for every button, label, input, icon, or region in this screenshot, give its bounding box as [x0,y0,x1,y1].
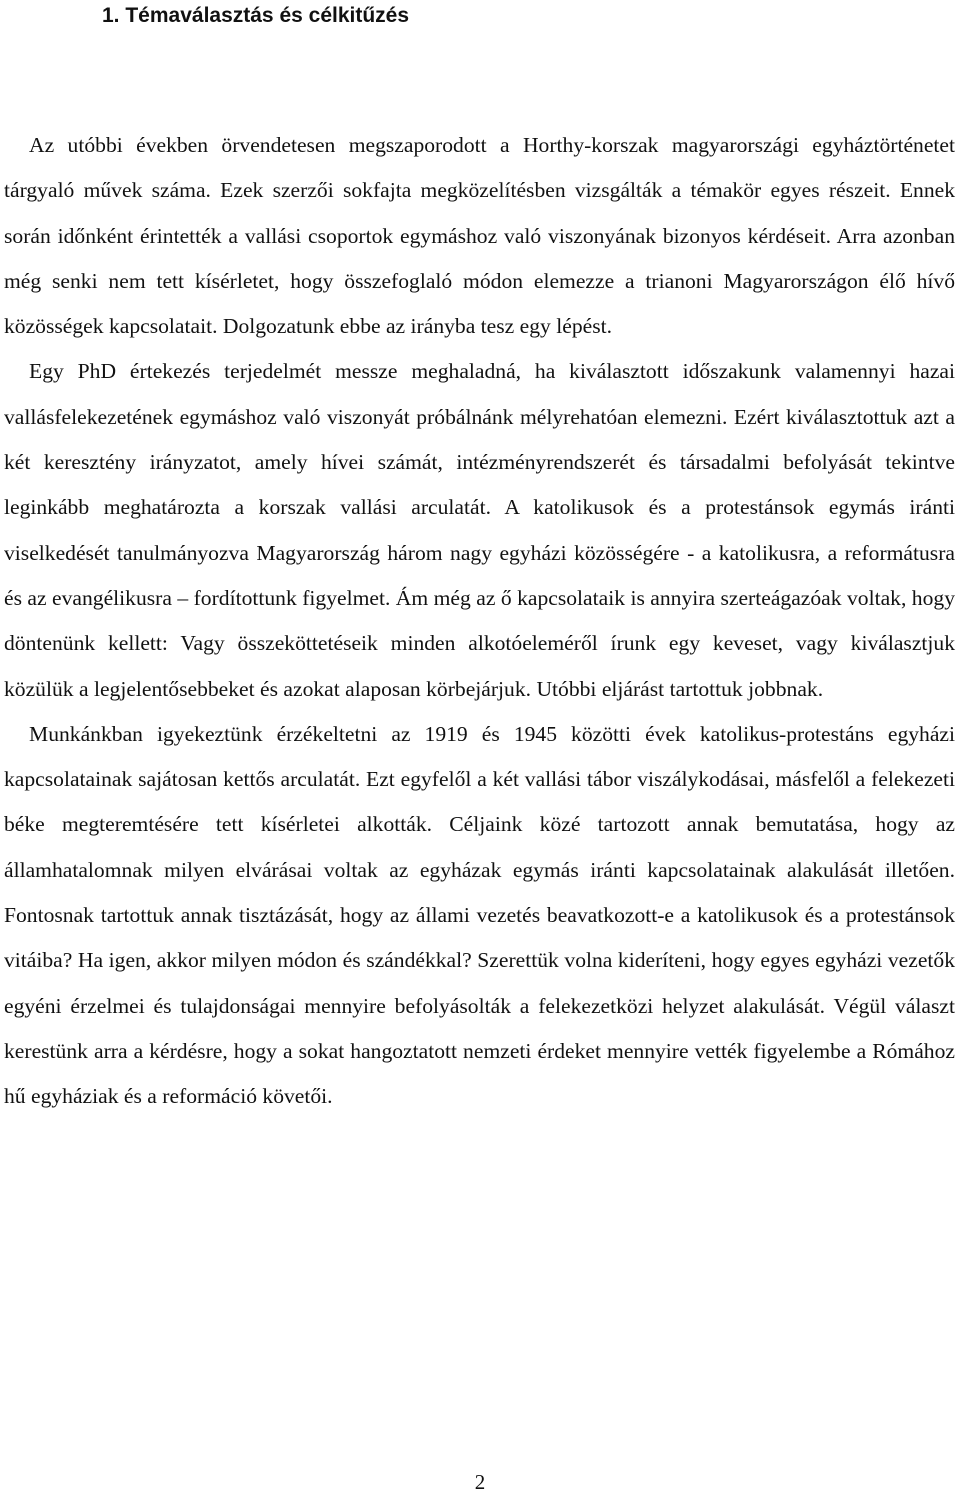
paragraph-intro: Az utóbbi években örvendetesen megszaporodott a Horthy-korszak magyarországi egyháztörténetet tárgyaló művek száma. Ezek szerzői sokfajta megközelítésben vizsgálták a témakör egyes részeit. Ennek során időnként érintették a vallási csoportok egymáshoz való viszonyának bizonyos kérdéseit. Arra azonban még senki nem tett kísérletet, hogy összefoglaló módon elemezze a trianoni Magyarországon élő hívő közösségek kapcsolatait. Dolgozatunk ebbe az irányba tesz egy lépést. [4,133,955,339]
section-heading: 1. Témaválasztás és célkitűzés [102,4,410,27]
paragraph-scope: Egy PhD értekezés terjedelmét messze meghaladná, ha kiválasztott időszakunk valamennyi hazai vallásfelekezetének egymáshoz való viszonyát próbálnánk mélyrehatóan elemezni. Ezért kiválasztottuk azt a két keresztény irányzatot, amely hívei számát, intézményrendszerét és társadalmi befolyását tekintve leginkább meghatározta a korszak vallási arculatát. A katolikusok és a protestánsok egymás iránti viselkedését tanulmányozva Magyarország három nagy egyházi közösségére - a katolikusra, a reformátusra és az evangélikusra – fordítottunk figyelmet. Ám még az ő kapcsolataik is annyira szerteágazóak voltak, hogy döntenünk kellett: Vagy összeköttetéseik minden alkotóeleméről írunk egy keveset, vagy kiválasztjuk közülük a legjelentősebbeket és azokat alaposan körbejárjuk. Utóbbi eljárást tartottuk jobbnak. [4,359,955,701]
body-text [4,123,955,1120]
page-number: 2 [474,1470,486,1494]
paragraph-goals: Munkánkban igyekeztünk érzékeltetni az 1919 és 1945 közötti évek katolikus-protestáns egyházi kapcsolatainak sajátosan kettős arculatát. Ezt egyfelől a két vallási tábor viszálykodásai, másfelől a felekezeti béke megteremtésére tett kísérletei alkották. Céljaink közé tartozott annak bemutatása, hogy az államhatalomnak milyen elvárásai voltak az egyházak egymás iránti kapcsolatainak alakulását illetően. Fontosnak tartottuk annak tisztázását, hogy az állami vezetés beavatkozott-e a katolikusok és a protestánsok vitáiba? Ha igen, akkor milyen módon és szándékkal? Szerettük volna kideríteni, hogy egyes egyházi vezetők egyéni érzelmei és tulajdonságai mennyire befolyásolták a felekezetközi helyzet alakulását. Végül választ kerestünk arra a kérdésre, hogy a sokat hangoztatott nemzeti érdeket mennyire vették figyelembe a Rómához hű egyháziak és a reformáció követői. [4,721,955,1109]
